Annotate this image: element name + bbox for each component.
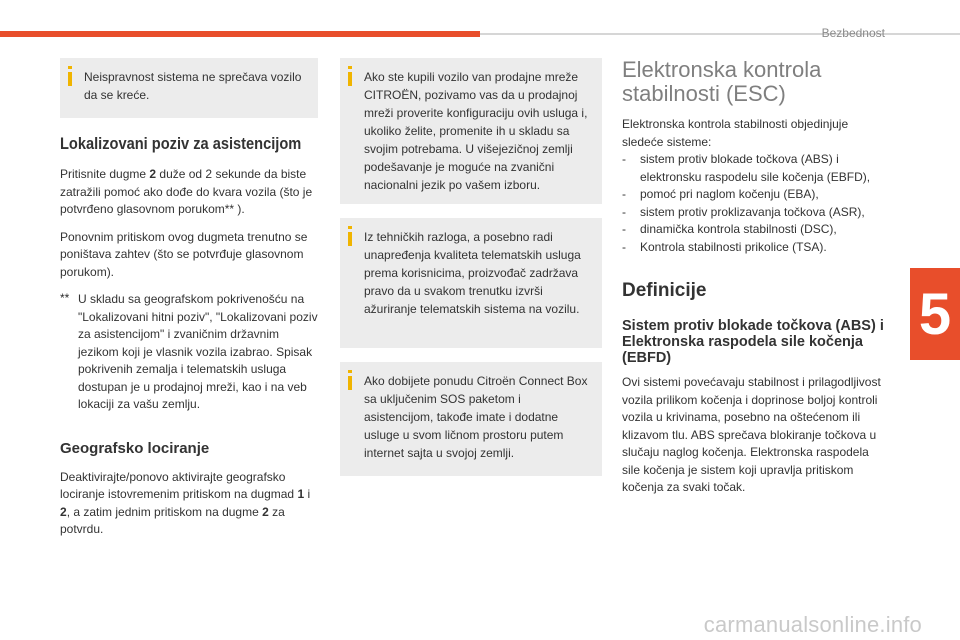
esc-systems-list (622, 151, 884, 256)
footnote-text: U skladu sa geografskom pokrivenošću na "Lokalizovani hitni poziv", "Lokalizovani poziv za asistencijom" i zvaničnim državnim jezikom koji je vlasnik vozila izabrao. Spisak pokrivenih zemalja i telematskih usluga dostupan je u prodajnoj mreži, kao i na veb lokaciji za vašu zemlju. (78, 292, 318, 411)
paragraph-assist: Pritisnite dugme 2 duže od 2 sekunde da biste zatražili pomoć ako dođe do kvara vozila (što je potvrđeno glasovnom porukom** ). (60, 167, 313, 216)
watermark: carmanualsonline.info (703, 612, 922, 637)
info-icon (346, 66, 356, 88)
heading-definitions: Definicije (622, 280, 707, 301)
paragraph-geolocation: Deaktivirajte/ponovo aktivirajte geografsko lociranje istovremenim pritiskom na dugmad 1 i 2, a zatim jednim pritiskom na dugme 2 za potvrdu. (60, 469, 311, 536)
heading-abs-ebfd: Sistem protiv blokade točkova (ABS) i Elektronska raspodela sile kočenja (EBFD) (622, 318, 884, 366)
list-item: - sistem protiv proklizavanja točkova (ASR), (622, 204, 884, 222)
header-accent-bar (0, 31, 480, 37)
column-1 (60, 58, 318, 539)
note-box (340, 362, 602, 476)
section-title: Bezbednost (821, 26, 885, 40)
note-text: Ako ste kupili vozilo van prodajne mreže CITROËN, pozivamo vas da u prodajnoj mreži proverite konfiguraciju ovih usluga i, ukoliko želite, promenite ih u skladu sa svojim potrebama. U višejezičnoj zemlji podešavanje je moguće na zvanični nacionalni jezik po vašem izboru. (364, 70, 588, 192)
footnote (60, 291, 318, 414)
info-icon (346, 226, 356, 248)
heading-geolocation: Geografsko lociranje (60, 439, 210, 457)
esc-title: Elektronska kontrola stabilnosti (ESC) (622, 57, 822, 106)
info-icon (66, 66, 76, 88)
chapter-tab: 5 (910, 268, 960, 360)
paragraph-abs: Ovi sistemi povećavaju stabilnost i prilagodljivost vozila prilikom kočenja i doprinose boljoj kontroli vozila u krivinama, posebno na oštećenom ili klizavom tlu. ABS sprečava blokiranje točkova u slučaju naglog kočenja. Elektronska raspodela sile kočenja je sistem koji upravlja pritiskom kočenja za svaki točak. (622, 375, 881, 494)
note-text: Iz tehničkih razloga, a posebno radi unapređenja kvaliteta telematskih usluga prema korisnicima, proizvođač zadržava pravo da u svakom trenutku izvrši ažuriranje telematskih sistema na vozilu. (364, 230, 581, 316)
note-text: Ako dobijete ponudu Citroën Connect Box sa uključenim SOS paketom i asistencijom, takođe imate i dodatne usluge u svom ličnom prostoru putem internet sajta u svojoj zemlji. (364, 374, 588, 460)
heading-assist-call: Lokalizovani poziv za asistencijom (60, 134, 302, 153)
note-text: Neispravnost sistema ne sprečava vozilo da se kreće. (84, 70, 302, 102)
esc-intro: Elektronska kontrola stabilnosti objedinjuje sledeće sisteme: (622, 117, 849, 149)
note-box (60, 58, 318, 118)
note-box (340, 58, 602, 204)
footnote-mark: ** (60, 291, 70, 305)
list-item: - sistem protiv blokade točkova (ABS) i elektronsku raspodelu sile kočenja (EBFD), (622, 151, 884, 186)
paragraph-cancel: Ponovnim pritiskom ovog dugmeta trenutno se poništava zahtev (što se potvrđuje glasovnom porukom). (60, 229, 308, 279)
list-item: - pomoć pri naglom kočenju (EBA), (622, 186, 884, 204)
list-item: - dinamička kontrola stabilnosti (DSC), (622, 221, 884, 239)
list-item: - Kontrola stabilnosti prikolice (TSA). (622, 239, 884, 257)
column-3 (622, 58, 884, 497)
note-box (340, 218, 602, 348)
column-2 (340, 58, 602, 476)
info-icon (346, 370, 356, 392)
header-rule (480, 33, 960, 35)
